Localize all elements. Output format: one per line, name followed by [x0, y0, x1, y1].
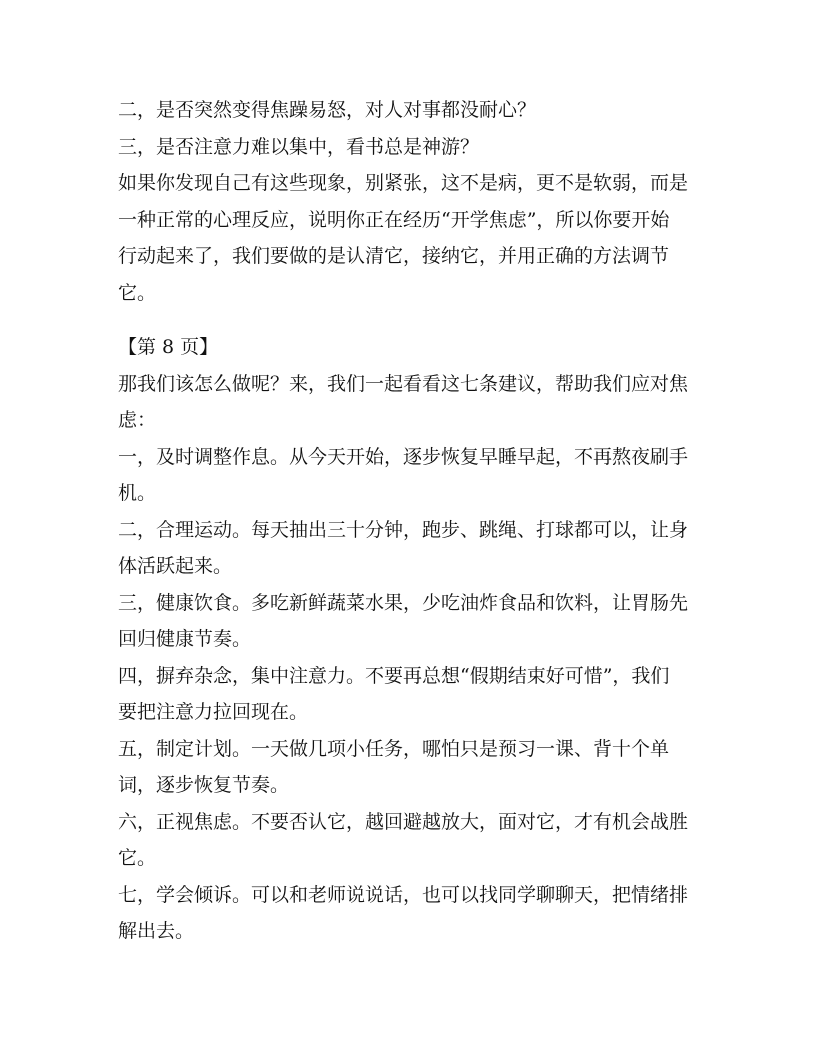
document-body [118, 92, 688, 950]
suggestion-five-paragraph: 五，制定计划。一天做几项小任务，哪怕只是预习一课、背十个单词，逐步恢复节奏。 [118, 737, 670, 796]
suggestion-one-paragraph: 一，及时调整作息。从今天开始，逐步恢复早睡早起，不再熬夜刷手机。 [118, 445, 689, 504]
question-two-paragraph: 二，是否突然变得焦躁易怒，对人对事都没耐心？ [118, 99, 537, 121]
suggestion-four-paragraph: 四，摒弃杂念，集中注意力。不要再总想“假期结束好可惜”，我们要把注意力拉回现在。 [118, 664, 670, 723]
suggestion-six-paragraph: 六，正视焦虑。不要否认它，越回避越放大，面对它，才有机会战胜它。 [118, 810, 689, 869]
explanation-paragraph: 如果你发现自己有这些现象，别紧张，这不是病，更不是软弱，而是一种正常的心理反应，说明你正在经历“开学焦虑”，所以你要开始行动起来了，我们要做的是认清它，接纳它，并用正确的方法调节它。 [118, 172, 689, 304]
question-three-paragraph: 三，是否注意力难以集中，看书总是神游？ [118, 135, 480, 158]
intro-paragraph: 那我们该怎么做呢？来，我们一起看看这七条建议，帮助我们应对焦虑： [118, 372, 689, 431]
suggestion-two-paragraph: 二，合理运动。每天抽出三十分钟，跑步、跳绳、打球都可以，让身体活跃起来。 [118, 518, 689, 577]
suggestion-three-paragraph: 三，健康饮食。多吃新鲜蔬菜水果，少吃油炸食品和饮料，让胃肠先回归健康节奏。 [118, 591, 689, 650]
page-marker-heading: 【第 8 页】 [118, 336, 219, 358]
suggestion-seven-paragraph: 七，学会倾诉。可以和老师说说话，也可以找同学聊聊天，把情绪排解出去。 [118, 883, 689, 942]
